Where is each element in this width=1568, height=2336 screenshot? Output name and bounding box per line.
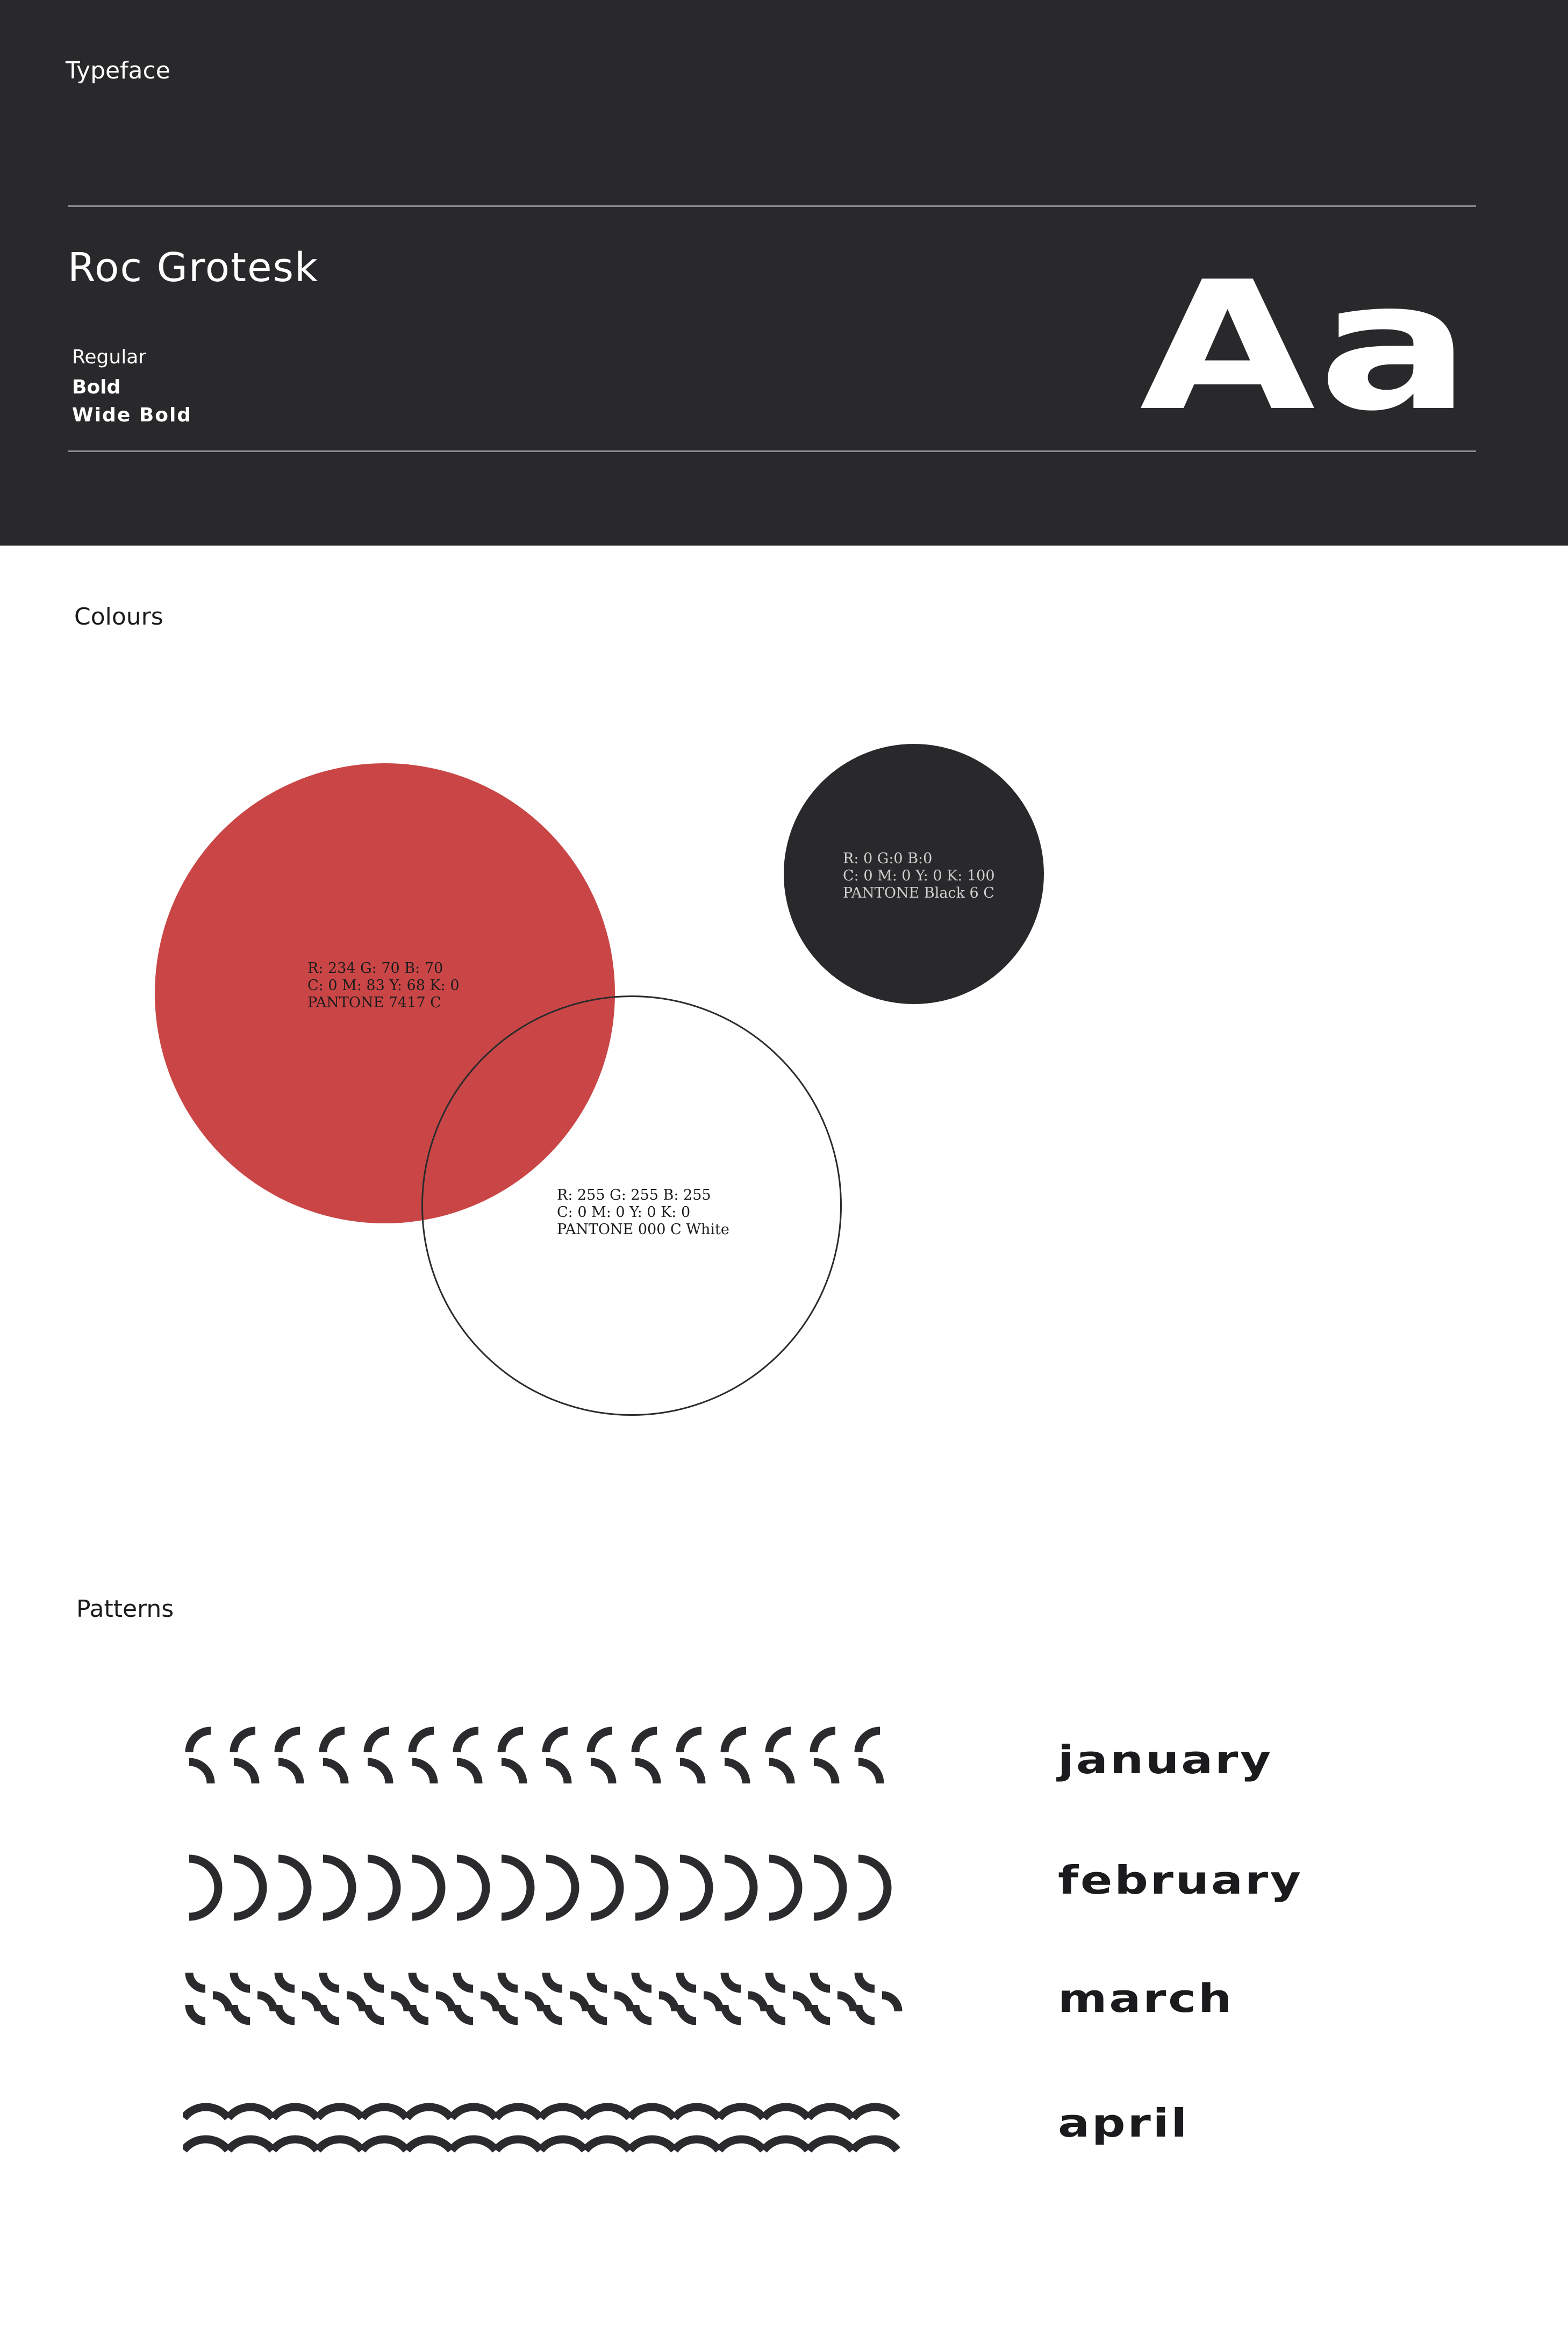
red-swatch-values	[307, 960, 460, 1012]
pattern-row-april	[184, 2107, 897, 2150]
typeface-section-label: Typeface	[66, 57, 170, 84]
month-march: march	[1058, 1976, 1234, 2021]
weight-bold: Bold	[72, 376, 121, 398]
weight-regular: Regular	[72, 346, 147, 368]
pattern-rows	[183, 1720, 914, 2172]
month-april: april	[1058, 2101, 1189, 2146]
black-cmyk: C: 0 M: 0 Y: 0 K: 100	[843, 868, 995, 884]
white-pantone: PANTONE 000 C White	[557, 1221, 729, 1238]
month-january: january	[1058, 1737, 1273, 1782]
pattern-row-march	[189, 1973, 898, 2021]
weight-wide-bold: Wide Bold	[72, 404, 192, 426]
white-swatch-values	[557, 1187, 729, 1238]
black-pantone: PANTONE Black 6 C	[843, 885, 994, 901]
red-pantone: PANTONE 7417 C	[307, 994, 441, 1011]
font-name: Roc Grotesk	[68, 245, 319, 291]
typeface-bottom-rule	[68, 450, 1476, 452]
black-rgb: R: 0 G:0 B:0	[843, 850, 933, 867]
patterns-section-label: Patterns	[76, 1595, 174, 1623]
typeface-top-rule	[68, 205, 1476, 207]
month-february: february	[1058, 1858, 1303, 1903]
pattern-row-january	[189, 1731, 880, 1783]
red-cmyk: C: 0 M: 83 Y: 68 K: 0	[307, 977, 460, 994]
colours-section-label: Colours	[74, 603, 163, 630]
red-rgb: R: 234 G: 70 B: 70	[307, 960, 443, 977]
specimen-glyphs: Aa	[1140, 243, 1474, 450]
black-swatch-values	[843, 850, 995, 902]
white-rgb: R: 255 G: 255 B: 255	[557, 1187, 711, 1203]
white-cmyk: C: 0 M: 0 Y: 0 K: 0	[557, 1204, 691, 1221]
pattern-row-february	[189, 1859, 887, 1917]
